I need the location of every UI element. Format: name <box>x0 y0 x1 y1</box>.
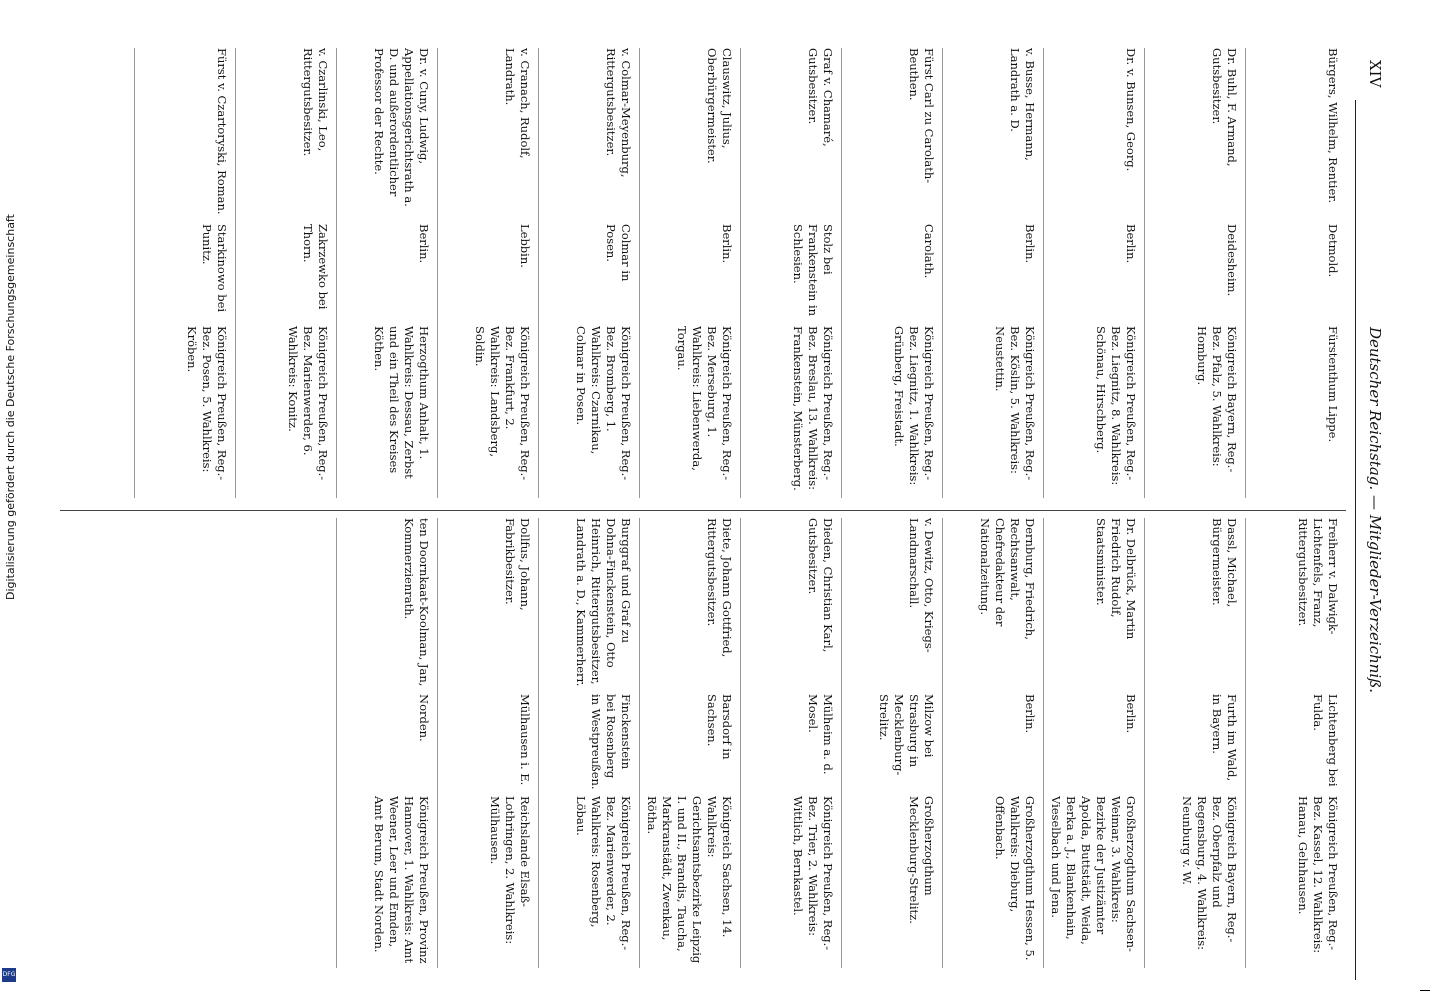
member-residence: Starkinowo bei Punitz. <box>200 224 229 313</box>
member-residence: Detmold. <box>1326 224 1340 278</box>
member-name: v. Cranach, Rudolf, Landrath. <box>503 48 532 159</box>
member-district: Königreich Preußen, Reg.-Bez. Marienwerder, 6. Wahlkreis: Konitz. <box>286 326 330 481</box>
member-residence: Mülheim a. d. Mosel. <box>806 694 835 775</box>
member-district: Königreich Preußen, Reg.-Bez. Breslau, 13. Wahlkreis: Frankenstein, Münsterberg. <box>791 326 835 491</box>
member-name: Dollfus, Johann, Fabrikbesitzer. <box>503 518 532 611</box>
member-residence: Barsdorf in Sachsen. <box>705 694 734 760</box>
member-residence: Colmar in Posen. <box>604 224 633 282</box>
member-name: Dr. Buhl, F. Armand, Gutsbesitzer. <box>1210 48 1239 167</box>
member-district: Herzogthum Anhalt, 1. Wahlkreis: Dessau, Zerbst und ein Theil des Kreises Köthen. <box>372 326 431 479</box>
member-residence: Berlin. <box>1124 694 1138 734</box>
header-rule <box>1355 100 1356 980</box>
member-residence: Berlin. <box>417 224 431 264</box>
member-name: Dieden, Christian Karl, Gutsbesitzer. <box>806 518 835 653</box>
member-district: Königreich Preußen, Reg.-Bez. Merseburg, 1. Wahlkreis: Liebenwerda, Torgau. <box>675 326 734 481</box>
member-row <box>437 48 538 498</box>
member-residence: Deidesheim. <box>1225 224 1239 297</box>
member-name: Dr. v. Cuny, Ludwig, Appellationsgerichtsrath a. D. und außerordentlicher Professor der Rechte. <box>372 48 431 207</box>
member-row <box>639 48 740 498</box>
member-row <box>538 518 639 968</box>
member-name: Clauswitz, Julius, Oberbürgermeister. <box>705 48 734 164</box>
member-district: Großherzogthum Mecklenburg-Strelitz. <box>907 796 936 924</box>
member-residence: Milzow bei Strasburg in Mecklenburg-Strelitz. <box>877 694 936 776</box>
running-title: Deutscher Reichstag. — Mitglieder-Verzeichniß. <box>1366 326 1384 694</box>
member-district: Königreich Preußen, Reg.-Bez. Kassel, 12. Wahlkreis: Hanau, Gelnhausen. <box>1296 796 1340 954</box>
member-residence: Lebbin. <box>518 224 532 268</box>
column-divider <box>60 510 1346 511</box>
member-district: Königreich Preußen, Reg.-Bez. Liegnitz, 8. Wahlkreis: Schönau, Hirschberg. <box>1094 326 1138 486</box>
member-district: Königreich Preußen, Reg.-Bez. Frankfurt, 2. Wahlkreis: Landsberg, Soldin. <box>473 326 532 481</box>
dfg-logo: DFG <box>2 968 16 982</box>
member-name: Dr. Delbrück, Martin Friedrich Rudolf, Staatsminister. <box>1094 518 1138 640</box>
member-name: Dassl, Michael, Bürgermeister. <box>1210 518 1239 608</box>
digitization-credit: Digitalisierung gefördert durch die Deutsche Forschungsgemeinschaft <box>4 214 17 600</box>
rotated-page <box>60 40 1390 980</box>
member-district: Großherzogthum Hessen, 5. Wahlkreis: Dieburg, Offenbach. <box>993 796 1037 961</box>
member-district: Königreich Preußen, Reg.-Bez. Trier, 2. Wahlkreis: Wittlich, Bernkastel. <box>791 796 835 951</box>
member-name: Graf v. Chamaré, Gutsbesitzer. <box>806 48 835 147</box>
member-district: Königreich Bayern, Reg.-Bez. Oberpfalz und Regensburg, 4. Wahlkreis: Neunburg v. W. <box>1180 796 1239 950</box>
member-name: Bürgers, Wilhelm, Rentier. <box>1326 48 1340 204</box>
page-header <box>1356 40 1390 980</box>
member-name: v. Colmar-Meyenburg, Rittergutsbesitzer. <box>604 48 633 178</box>
member-district: Königreich Bayern, Reg.-Bez. Pfalz, 5. Wahlkreis: Homburg. <box>1195 326 1239 473</box>
member-residence: Berlin. <box>1023 694 1037 734</box>
member-row <box>942 518 1043 968</box>
member-name: Freiherr v. Dalwigk-Lichtenfels, Franz, Rittergutsbesitzer. <box>1296 518 1340 635</box>
member-row <box>740 48 841 498</box>
member-residence: Norden. <box>417 694 431 742</box>
member-district: Königreich Preußen, Reg.-Bez. Bromberg, 1. Wahlkreis: Czarnikau, Colmar in Posen. <box>574 326 633 481</box>
member-name: v. Busse, Hermann, Landrath a. D. <box>1008 48 1037 161</box>
member-residence: Carolath. <box>922 224 936 279</box>
member-name: ten Doornkaat-Koolman, Jan, Kommerzienrath. <box>402 518 431 687</box>
member-row <box>740 518 841 968</box>
member-row <box>1144 48 1245 498</box>
member-residence: Finckenstein bei Rosenberg in Westpreußen. <box>589 694 633 790</box>
member-row <box>336 48 437 498</box>
member-district: Königreich Preußen, Reg.-Bez. Liegnitz, 1. Wahlkreis: Grünberg, Freistadt. <box>892 326 936 486</box>
member-district: Königreich Preußen, Provinz Hannover, 1. Wahlkreis: Amt Weener, Leer und Emden, Amt Berum, Stadt Norden. <box>372 796 431 964</box>
member-residence: Berlin. <box>720 224 734 264</box>
member-row <box>538 48 639 498</box>
member-residence: Furth im Wald, in Bayern. <box>1210 694 1239 782</box>
member-residence: Lichtenberg bei Fulda. <box>1311 694 1340 787</box>
member-residence: Zakrzewko bei Thorn. <box>301 224 330 310</box>
members-right <box>336 518 1346 968</box>
member-row <box>1043 518 1144 968</box>
member-name: Dernburg, Friedrich, Rechtsanwalt, Chefredakteur der Nationalzeitung. <box>978 518 1037 640</box>
member-name: v. Czarlinski, Leo, Rittergutsbesitzer. <box>301 48 330 157</box>
member-name: Dr. v. Bunsen, Georg. <box>1124 48 1138 172</box>
member-district: Königreich Preußen, Reg.-Bez. Posen, 5. Wahlkreis: Kröben. <box>185 326 229 481</box>
member-row <box>942 48 1043 498</box>
member-row <box>336 518 437 968</box>
member-name: Fürst Carl zu Carolath-Beuthen. <box>907 48 936 184</box>
member-row <box>841 518 942 968</box>
member-residence: Berlin. <box>1124 224 1138 264</box>
member-residence: Berlin. <box>1023 224 1037 264</box>
member-row <box>1245 48 1346 498</box>
corner-mark <box>1420 990 1430 991</box>
member-row <box>235 48 336 498</box>
member-row <box>1043 48 1144 498</box>
member-name: v. Dewitz, Otto, Kriegs-Landmarschall. <box>907 518 936 653</box>
page-number: XIV <box>1366 60 1384 88</box>
member-residence: Stolz bei Frankenstein in Schlesien. <box>791 224 835 317</box>
member-district: Fürstenthum Lippe. <box>1326 326 1340 443</box>
member-row <box>841 48 942 498</box>
member-residence: Mülhausen i. E. <box>518 694 532 786</box>
member-district: Königreich Preußen, Reg.-Bez. Marienwerder, 2. Wahlkreis: Rosenberg, Löbau. <box>574 796 633 951</box>
member-district: Reichslande Elsaß-Lothringen, 2. Wahlkreis: Mülhausen. <box>488 796 532 945</box>
member-row <box>437 518 538 968</box>
member-district: Königreich Preußen, Reg.-Bez. Köslin, 5. Wahlkreis: Neustettin. <box>993 326 1037 481</box>
member-row <box>1144 518 1245 968</box>
member-row <box>1245 518 1346 968</box>
members-left <box>134 48 1346 498</box>
member-name: Diete, Johann Gottfried, Rittergutsbesitzer. <box>705 518 734 658</box>
member-row <box>639 518 740 968</box>
member-name: Fürst v. Czartoryski, Roman. <box>215 48 229 215</box>
member-district: Königreich Sachsen, 14. Wahlkreis: Gerichtsamtsbezirke Leipzig I. und II., Brandis, Taucha, Markranstädt, Zwenkau, Rötha. <box>645 796 734 964</box>
member-name: Burggraf und Graf zu Dohna-Finckenstein, Otto Heinrich, Rittergutsbesitzer, Landrath a. D., Kammerherr. <box>574 518 633 687</box>
member-district: Großherzogthum Sachsen-Weimar, 3. Wahlkreis: Bezirke der Justizämter Apolda, Buttstädt, Weida, Berka a. J., Blankenhain, Vieselbach und Jena. <box>1049 796 1138 952</box>
member-row <box>134 48 235 498</box>
